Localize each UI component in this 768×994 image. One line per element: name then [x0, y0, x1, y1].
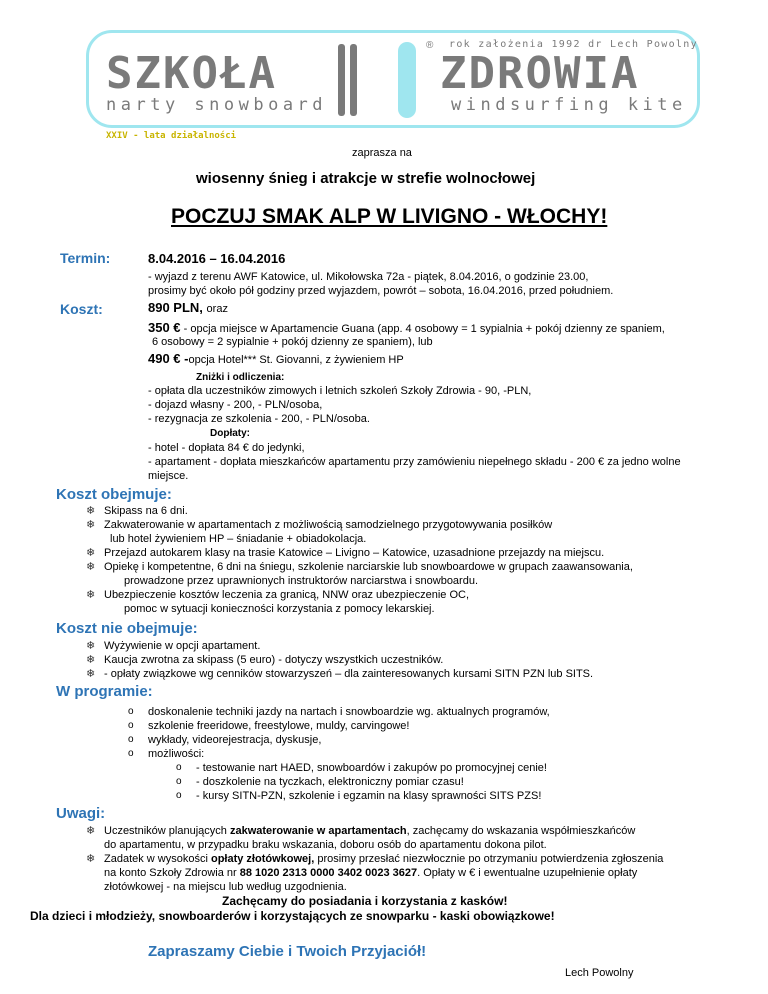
termin-date: 8.04.2016 – 16.04.2016 [148, 251, 286, 266]
termin-label: Termin: [60, 250, 111, 266]
list-item: wykłady, videorejestracja, dyskusje, [148, 734, 322, 746]
doplaty-item: - apartament - dopłata mieszkańców apartamentu przy zamówieniu niepełnego składu - 200 € za jedno wolne [148, 456, 681, 468]
anniversary-note: XXIV - lata działalności [106, 131, 237, 141]
bullet-circle-icon: o [176, 790, 182, 801]
snowflake-icon: ❄ [86, 505, 96, 517]
bullet-circle-icon: o [176, 776, 182, 787]
uwagi-text: na konto Szkoły Zdrowia nr [104, 867, 240, 879]
registered-mark: ® [426, 40, 434, 51]
snowflake-icon: ❄ [86, 825, 96, 837]
uwagi-heading: Uwagi: [56, 805, 106, 822]
uwagi-text: prosimy przesłać niezwłocznie po otrzymaniu potwierdzenia zgłoszenia [314, 853, 664, 865]
uwagi-item-1-line2: do apartamentu, w przypadku braku wskazania, doboru osób do apartamentu dokona pilot. [104, 839, 547, 851]
bullet-circle-icon: o [176, 762, 182, 773]
price-pln [148, 300, 228, 317]
page-title: POCZUJ SMAK ALP W LIVIGNO - WŁOCHY! [171, 205, 608, 228]
znizki-item: - opłata dla uczestników zimowych i letnich szkoleń Szkoły Zdrowia - 90, -PLN, [148, 385, 532, 397]
list-item: Przejazd autokarem klasy na trasie Katowice – Livigno – Katowice, uzasadnione przejazdy na miejscu. [104, 547, 605, 559]
uwagi-text: , zachęcamy do wskazania współmieszkańców [406, 825, 636, 837]
helmet-note: Zachęcamy do posiadania i korzystania z kasków! [222, 894, 508, 908]
bullet-circle-icon: o [128, 720, 134, 731]
price-hotel-value: 490 € - [148, 351, 189, 366]
skis-emblem-icon [330, 40, 430, 122]
snowflake-icon: ❄ [86, 654, 96, 666]
logo-founded: rok założenia 1992 dr Lech Powolny [449, 39, 698, 50]
signature: Lech Powolny [565, 967, 634, 979]
termin-line2: prosimy być około pół godziny przed wyjazdem, powrót – sobota, 16.04.2016, przed południem. [148, 285, 614, 297]
program-heading: W programie: [56, 683, 153, 700]
intro-text: zaprasza na [352, 147, 412, 159]
list-item: prowadzone przez uprawnionych instruktorów narciarstwa i snowboardu. [124, 575, 479, 587]
list-item: doskonalenie techniki jazdy na nartach i snowboardzie wg. aktualnych programów, [148, 706, 550, 718]
uwagi-item-1 [104, 824, 635, 838]
helmet-mandatory-note: Dla dzieci i młodzieży, snowboarderów i korzystających ze snowparku - kaski obowiązkowe! [30, 909, 555, 923]
list-item: Zakwaterowanie w apartamentach z możliwością samodzielnego przygotowywania posiłków [104, 519, 553, 531]
znizki-item: - rezygnacja ze szkolenia - 200, - PLN/osoba. [148, 413, 370, 425]
logo-sub-left: narty snowboard [106, 95, 328, 115]
list-item: Skipass na 6 dni. [104, 505, 188, 517]
sub-list-item: - kursy SITN-PZN, szkolenie i egzamin na klasy sprawności SITS PZS! [196, 790, 542, 802]
list-item: Wyżywienie w opcji apartament. [104, 640, 261, 652]
price-apartment-value: 350 € [148, 320, 181, 335]
snowflake-icon: ❄ [86, 668, 96, 680]
sub-list-item: - testowanie nart HAED, snowboardów i zakupów po promocyjnej cenie! [196, 762, 547, 774]
znizki-heading: Zniżki i odliczenia: [196, 372, 285, 383]
snowflake-icon: ❄ [86, 589, 96, 601]
closing-invitation: Zapraszamy Ciebie i Twoich Przyjaciół! [148, 943, 427, 960]
headline: wiosenny śnieg i atrakcje w strefie wolnocłowej [196, 170, 536, 187]
bank-account-number: 88 1020 2313 0000 3402 0023 3627 [239, 867, 418, 879]
price-hotel [148, 352, 404, 367]
snowflake-icon: ❄ [86, 519, 96, 531]
price-pln-suffix: oraz [206, 303, 228, 315]
bullet-circle-icon: o [128, 706, 134, 717]
bullet-circle-icon: o [128, 748, 134, 759]
obejmuje-heading: Koszt obejmuje: [56, 486, 172, 503]
doplaty-item: - hotel - dopłata 84 € do jedynki, [148, 442, 305, 454]
list-item: możliwości: [148, 748, 205, 760]
doplaty-item: miejsce. [148, 470, 189, 482]
uwagi-item-2-line3: złotówkowej - na miejscu lub według uzgodnienia. [104, 881, 347, 893]
snowflake-icon: ❄ [86, 640, 96, 652]
uwagi-text: Uczestników planujących [104, 825, 230, 837]
snowflake-icon: ❄ [86, 547, 96, 559]
znizki-item: - dojazd własny - 200, - PLN/osoba, [148, 399, 323, 411]
snowflake-icon: ❄ [86, 561, 96, 573]
list-item: Opiekę i kompetentne, 6 dni na śniegu, szkolenie narciarskie lub snowboardowe w grupach zaawansowania, [104, 561, 633, 573]
logo-word-szkola: SZKOŁA [106, 48, 277, 99]
bullet-circle-icon: o [128, 734, 134, 745]
price-apartment-text: - opcja miejsce w Apartamencie Guana (app. 4 osobowy = 1 sypialnia + pokój dzienny ze spaniem, [183, 323, 665, 335]
logo-sub-right: windsurfing kite [451, 95, 687, 115]
uwagi-emphasis: zakwaterowanie w apartamentach [229, 825, 407, 837]
uwagi-item-2 [104, 852, 663, 866]
uwagi-text: Zadatek w wysokości [104, 853, 211, 865]
snowflake-icon: ❄ [86, 853, 96, 865]
uwagi-text: . Opłaty w € i ewentualne uzupełnienie opłaty [417, 867, 638, 879]
sub-list-item: - doszkolenie na tyczkach, elektroniczny pomiar czasu! [196, 776, 464, 788]
list-item: Ubezpieczenie kosztów leczenia za granicą, NNW oraz ubezpieczenie OC, [104, 589, 470, 601]
koszt-label: Koszt: [60, 301, 103, 317]
uwagi-item-2-line2 [104, 866, 637, 880]
price-apartment [148, 321, 665, 336]
logo-word-zdrowia: ZDROWIA [440, 48, 640, 99]
price-hotel-text: opcja Hotel*** St. Giovanni, z żywieniem HP [188, 354, 404, 366]
list-item: - opłaty związkowe wg cenników stowarzyszeń – dla zainteresowanych kursami SITN PZN lub SITS. [104, 668, 594, 680]
list-item: lub hotel żywieniem HP – śniadanie + obiadokolacja. [110, 533, 367, 545]
termin-line1: - wyjazd z terenu AWF Katowice, ul. Mikołowska 72a - piątek, 8.04.2016, o godzinie 23.00, [148, 271, 589, 283]
price-apartment-line2: 6 osobowy = 2 sypialnie + pokój dzienny ze spaniem), lub [152, 336, 433, 348]
nie-obejmuje-heading: Koszt nie obejmuje: [56, 620, 198, 637]
doplaty-heading: Dopłaty: [210, 428, 250, 439]
list-item: szkolenie freeridowe, freestylowe, muldy, carvingowe! [148, 720, 410, 732]
list-item: Kaucja zwrotna za skipass (5 euro) - dotyczy wszystkich uczestników. [104, 654, 444, 666]
uwagi-emphasis: opłaty złotówkowej, [210, 853, 315, 865]
price-pln-value: 890 PLN, [148, 300, 203, 315]
list-item: pomoc w sytuacji konieczności korzystania z pomocy lekarskiej. [124, 603, 435, 615]
